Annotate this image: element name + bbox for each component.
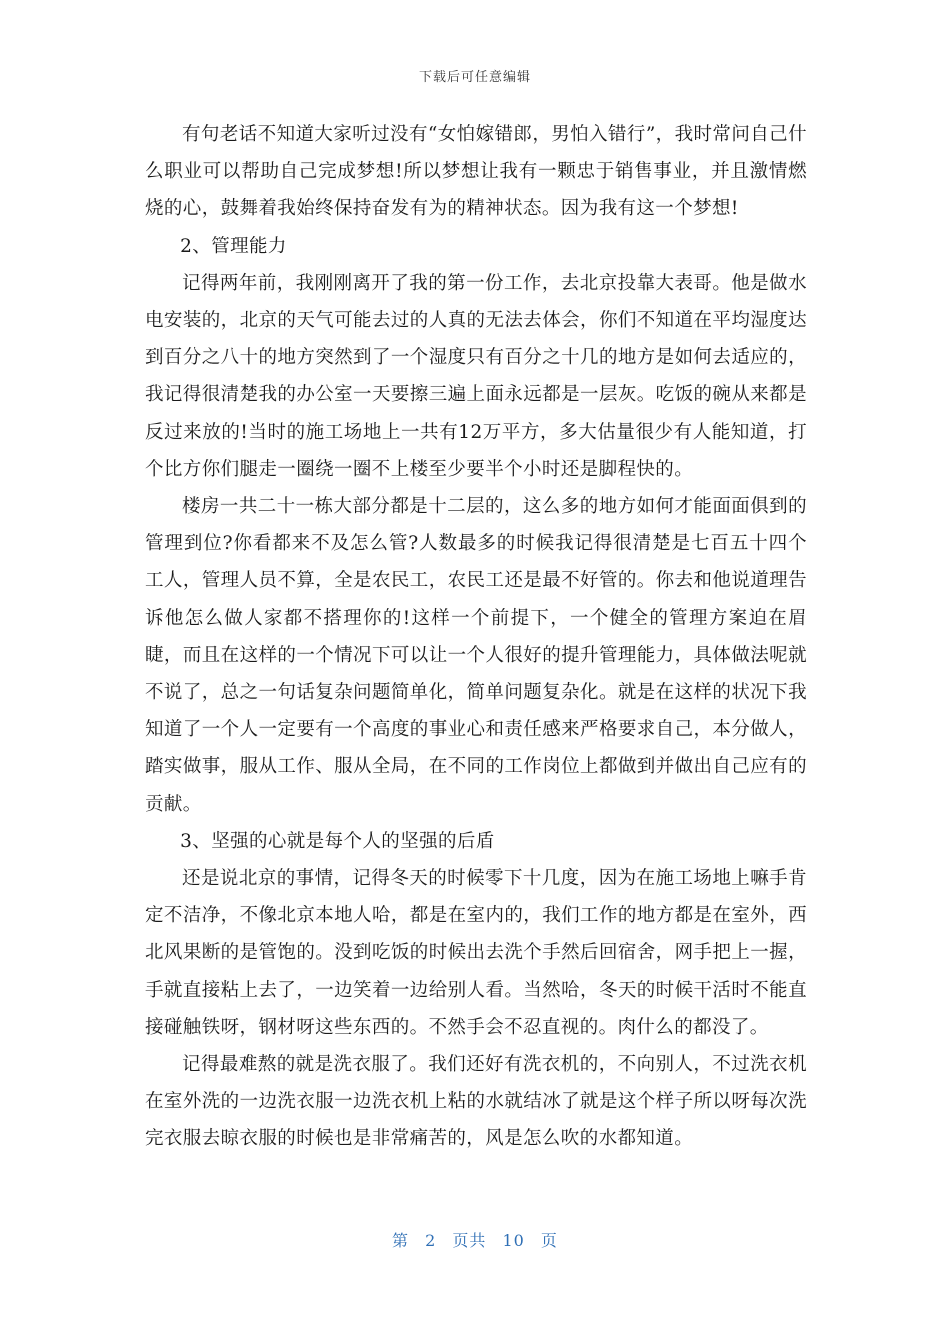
paragraph-dream: 有句老话不知道大家听过没有“女怕嫁错郎，男怕入错行”，我时常问自己什么职业可以帮助自己完成梦想!所以梦想让我有一颗忠于销售事业，并且激情燃烧的心，鼓舞着我始终保持奋发有为的精神状态。因为我有这一个梦想!: [145, 124, 807, 220]
paragraph-beijing: 记得两年前，我刚刚离开了我的第一份工作，去北京投靠大表哥。他是做水电安装的，北京的天气可能去过的人真的无法去体会，你们不知道在平均湿度达到百分之八十的地方突然到了一个湿度只有百分之十几的地方是如何去适应的，我记得很清楚我的办公室一天要擦三遍上面永远都是一层灰。吃饭的碗从来都是反过来放的!当时的施工场地上一共有12万平方，多大估量很少有人能知道，打个比方你们腿走一圈绕一圈不上楼至少要半个小时还是脚程快的。: [145, 272, 807, 480]
paragraph-laundry: 记得最难熬的就是洗衣服了。我们还好有洗衣机的，不向别人，不过洗衣机在室外洗的一边洗衣服一边洗衣机上粘的水就结冰了就是这个样子所以呀每次洗完衣服去晾衣服的时候也是非常痛苦的，风是怎么吹的水都知道。: [145, 1054, 807, 1150]
paragraph-winter: 还是说北京的事情，记得冬天的时候零下十几度，因为在施工场地上嘛手肯定不洁净，不像北京本地人哈，都是在室内的，我们工作的地方都是在室外，西北风果断的是管饱的。没到吃饭的时候出去洗个手然后回宿舍，网手把上一握，手就直接粘上去了，一边笑着一边给别人看。当然哈，冬天的时候干活时不能直接碰触铁呀，钢材呀这些东西的。不然手会不忍直视的。肉什么的都没了。: [145, 868, 807, 1038]
page-header: 下载后可任意编辑: [418, 70, 531, 85]
page-footer: 第 2 页共 10 页: [392, 1231, 558, 1250]
section-heading-strong-heart: 3、坚强的心就是每个人的坚强的后盾: [180, 830, 495, 852]
document-body: [145, 116, 807, 1158]
paragraph-buildings: 楼房一共二十一栋大部分都是十二层的，这么多的地方如何才能面面俱到的管理到位?你看都来不及怎么管?人数最多的时候我记得很清楚是七百五十四个工人，管理人员不算，全是农民工，农民工还是最不好管的。你去和他说道理告诉他怎么做人家都不搭理你的!这样一个前提下，一个健全的管理方案迫在眉睫，而且在这样的一个情况下可以让一个人很好的提升管理能力，具体做法呢就不说了，总之一句话复杂问题简单化，简单问题复杂化。就是在这样的状况下我知道了一个人一定要有一个高度的事业心和责任感来严格要求自己，本分做人，踏实做事，服从工作、服从全局，在不同的工作岗位上都做到并做出自己应有的贡献。: [145, 496, 807, 815]
section-heading-management: 2、管理能力: [180, 235, 287, 257]
